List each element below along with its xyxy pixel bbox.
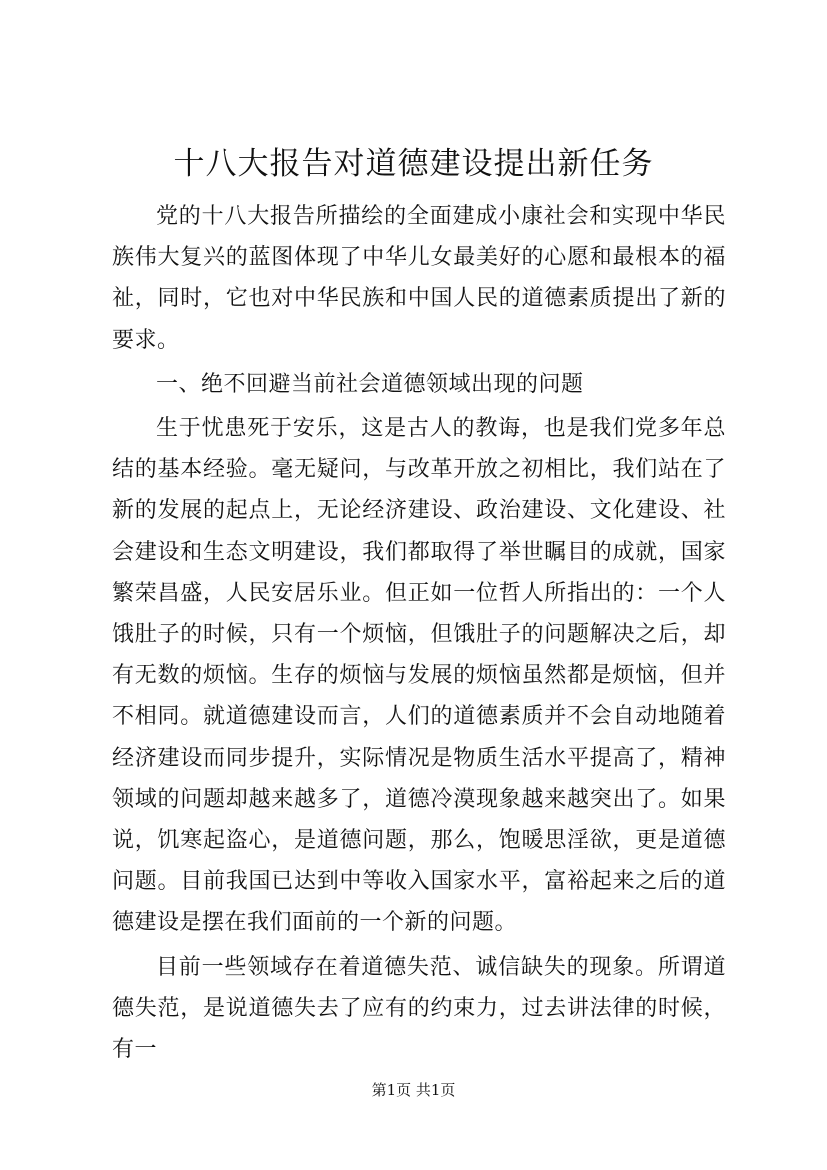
page-footer: [0, 1080, 827, 1100]
page-number: 第1页 共1页: [371, 1081, 456, 1099]
document-body: [112, 196, 726, 1070]
paragraph-problems: 生于忧患死于安乐，这是古人的教诲，也是我们党多年总结的基本经验。毫无疑问，与改革开放之初相比，我们站在了新的发展的起点上，无论经济建设、政治建设、文化建设、社会建设和生态文明建设，我们都取得了举世瞩目的成就，国家繁荣昌盛，人民安居乐业。但正如一位哲人所指出的：一个人饿肚子的时候，只有一个烦恼，但饿肚子的问题解决之后，却有无数的烦恼。生存的烦恼与发展的烦恼虽然都是烦恼，但并不相同。就道德建设而言，人们的道德素质并不会自动地随着经济建设而同步提升，实际情况是物质生活水平提高了，精神领域的问题却越来越多了，道德冷漠现象越来越突出了。如果说，饥寒起盗心，是道德问题，那么，饱暖思淫欲，更是道德问题。目前我国已达到中等收入国家水平，富裕起来之后的道德建设是摆在我们面前的一个新的问题。: [112, 416, 726, 936]
section-heading: 一、绝不回避当前社会道德领域出现的问题: [156, 371, 584, 397]
document-title: 十八大报告对道德建设提出新任务: [173, 146, 654, 182]
paragraph-intro: 党的十八大报告所描绘的全面建成小康社会和实现中华民族伟大复兴的蓝图体现了中华儿女最美好的心愿和最根本的福祉，同时，它也对中华民族和中国人民的道德素质提出了新的要求。: [112, 204, 726, 353]
paragraph-moral-anomie: 目前一些领域存在着道德失范、诚信缺失的现象。所谓道德失范，是说道德失去了应有的约束力，过去讲法律的时候，有一: [112, 954, 726, 1063]
